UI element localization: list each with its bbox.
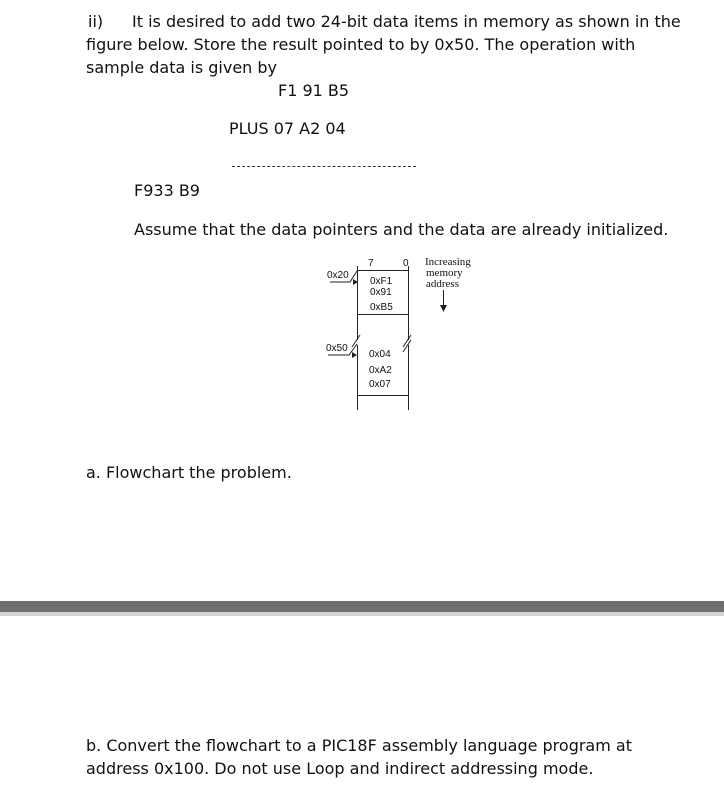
sample-operand-1: F1 91 B5 <box>278 81 350 100</box>
question-line-3: sample data is given by <box>86 58 278 77</box>
assumption-text: Assume that the data pointers and the data are already initialized. <box>134 220 669 239</box>
memory-cell-0x20: 0xF1 <box>370 276 393 287</box>
bit-label-low: 0 <box>403 258 409 269</box>
part-b-line-2: address 0x100. Do not use Loop and indirect addressing mode. <box>86 759 594 778</box>
addr2-arrow-head <box>352 352 357 358</box>
sample-result: F933 B9 <box>134 181 200 200</box>
page-divider-shadow <box>0 612 724 616</box>
increasing-arrow-head <box>440 305 447 312</box>
bit-label-high: 7 <box>368 258 374 269</box>
memory-cell-0x52: 0x07 <box>369 379 391 390</box>
increasing-note-3: address <box>426 278 459 290</box>
memory-cell-0x21: 0x91 <box>370 287 392 298</box>
address-0x50-label: 0x50 <box>326 343 348 354</box>
memory-cell-0x50: 0x04 <box>369 349 391 360</box>
question-line-2: figure below. Store the result pointed to by 0x50. The operation with <box>86 35 636 54</box>
page-divider-bar <box>0 601 724 612</box>
address-0x20-label: 0x20 <box>327 270 349 281</box>
part-b-line-1: b. Convert the flowchart to a PIC18F assembly language program at <box>86 736 632 755</box>
increasing-note-1: Increasing <box>425 256 471 268</box>
part-a-text: a. Flowchart the problem. <box>86 463 292 482</box>
sample-operand-2: PLUS 07 A2 04 <box>229 119 346 138</box>
question-line-1: It is desired to add two 24-bit data items in memory as shown in the <box>132 12 681 31</box>
memory-cell-0x51: 0xA2 <box>369 365 392 376</box>
memory-cell-0x22: 0xB5 <box>370 302 393 313</box>
increasing-note-2: memory <box>426 267 463 279</box>
question-number: ii) <box>88 12 104 31</box>
